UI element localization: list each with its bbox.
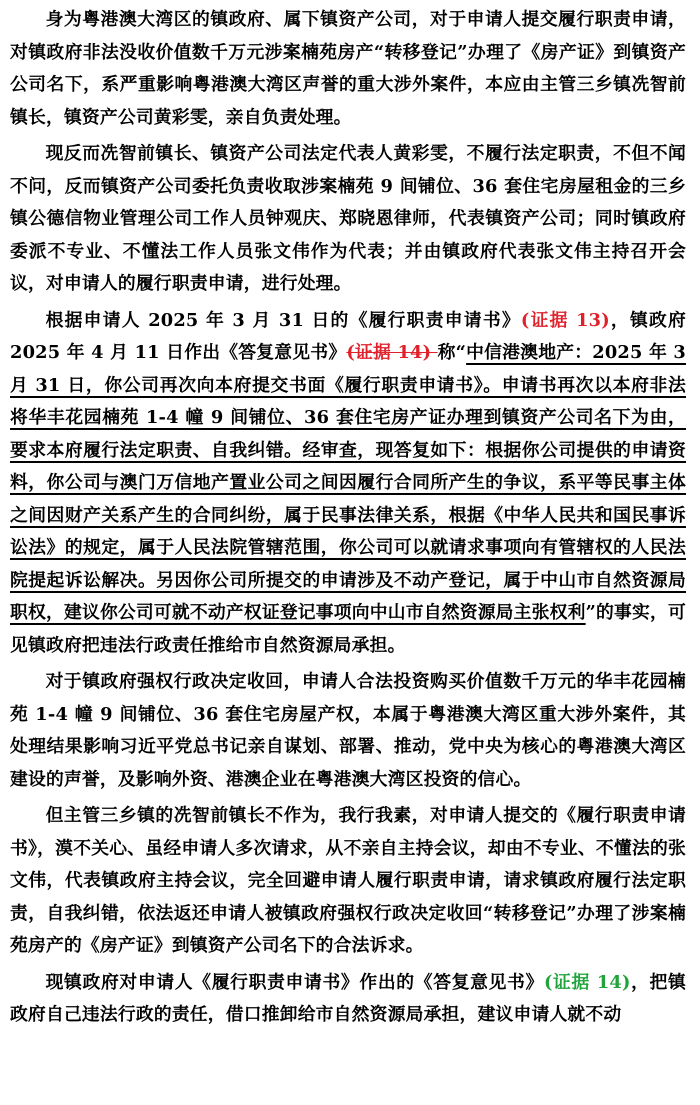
paragraph-3-conclusion: ”的事实，可见镇政府把违法行政责任推给市自然资源局承担。 [10,602,686,656]
paragraph-6 [10,967,686,1032]
paragraph-3 [10,305,686,663]
paragraph-3-intro: 根据申请人 2025 年 3 月 31 日的《履行职责申请书》 [45,309,521,331]
evidence-14-label: (证据 14) [543,971,631,993]
paragraph-5: 但主管三乡镇的冼智前镇长不作为，我行我素，对申请人提交的《履行职责申请书》，漠不关心、虽经申请人多次请求，从不亲自主持会议，却由不专业、不懂法的张文伟，代表镇政府主持会议，完全回避申请人履行职责申请，请求镇政府履行法定职责，自我纠错，依法返还申请人被镇政府强权行政决定收回“转移登记”办理了涉案楠苑房产的《房产证》到镇资产公司名下的合法诉求。 [10,805,686,956]
paragraph-4: 对于镇政府强权行政决定收回，申请人合法投资购买价值数千万元的华丰花园楠苑 1-4 幢 9 间铺位、36 套住宅房屋产权，本属于粤港澳大湾区重大涉外案件，其处理结果影响习近平党总书记亲自谋划、部署、推动，党中央为核心的粤港澳大湾区建设的声誉，及影响外资、港澳企业在粤港澳大湾区投资的信心。 [10,671,686,790]
paragraph-1: 身为粤港澳大湾区的镇政府、属下镇资产公司，对于申请人提交履行职责申请，对镇政府非法没收价值数千万元涉案楠苑房产“转移登记”办理了《房产证》到镇资产公司名下，系严重影响粤港澳大湾区声誉的重大涉外案件，本应由主管三乡镇冼智前镇长，镇资产公司黄彩雯，亲自负责处理。 [10,9,686,128]
paragraph-3-reply-date: ，镇政府 2025 年 4 月 11 日作出《答复意见书》 [10,309,686,363]
paragraph-3-quote-open: 称“ [437,342,467,363]
paragraph-6-continuation: ，把镇政府自己违法行政的责任，借口推卸给市自然资源局承担，建议申请人就不动 [10,971,686,1025]
evidence-13-label: (证据 13) [520,309,610,331]
paragraph-6-intro: 现镇政府对申请人《履行职责申请书》作出的《答复意见书》 [45,971,544,993]
paragraph-2: 现反而冼智前镇长、镇资产公司法定代表人黄彩雯，不履行法定职责，不但不闻不问，反而镇资产公司委托负责收取涉案楠苑 9 间铺位、36 套住宅房屋租金的三乡镇公德信物业管理公司工作人员钟观庆、郑晓恩律师，代表镇资产公司；同时镇政府委派不专业、不懂法工作人员张文伟作为代表；并由镇政府代表张文伟主持召开会议，对申请人的履行职责申请，进行处理。 [10,143,686,294]
evidence-14-struck-label: (证据 14) [346,342,438,363]
quoted-reply-text: 中信港澳地产：2025 年 3 月 31 日，你公司再次向本府提交书面《履行职责申请书》。申请书再次以本府非法将华丰花园楠苑 1-4 幢 9 间铺位、36 套住宅房产证办理到镇资产公司名下为由，要求本府履行法定职责、自我纠错。经审查，现答复如下：根据你公司提供的申请资料，你公司与澳门万信地产置业公司之间因履行合同所产生的争议，系平等民事主体之间因财产关系产生的合同纠纷，属于民事法律关系，根据《中华人民共和国民事诉讼法》的规定，属于人民法院管辖范围，你公司可以就请求事项向有管辖权的人民法院提起诉讼解决。另因你公司所提交的申请涉及不动产登记，属于中山市自然资源局职权，建议你公司可就不动产权证登记事项向中山市自然资源局主张权利 [10,342,686,623]
